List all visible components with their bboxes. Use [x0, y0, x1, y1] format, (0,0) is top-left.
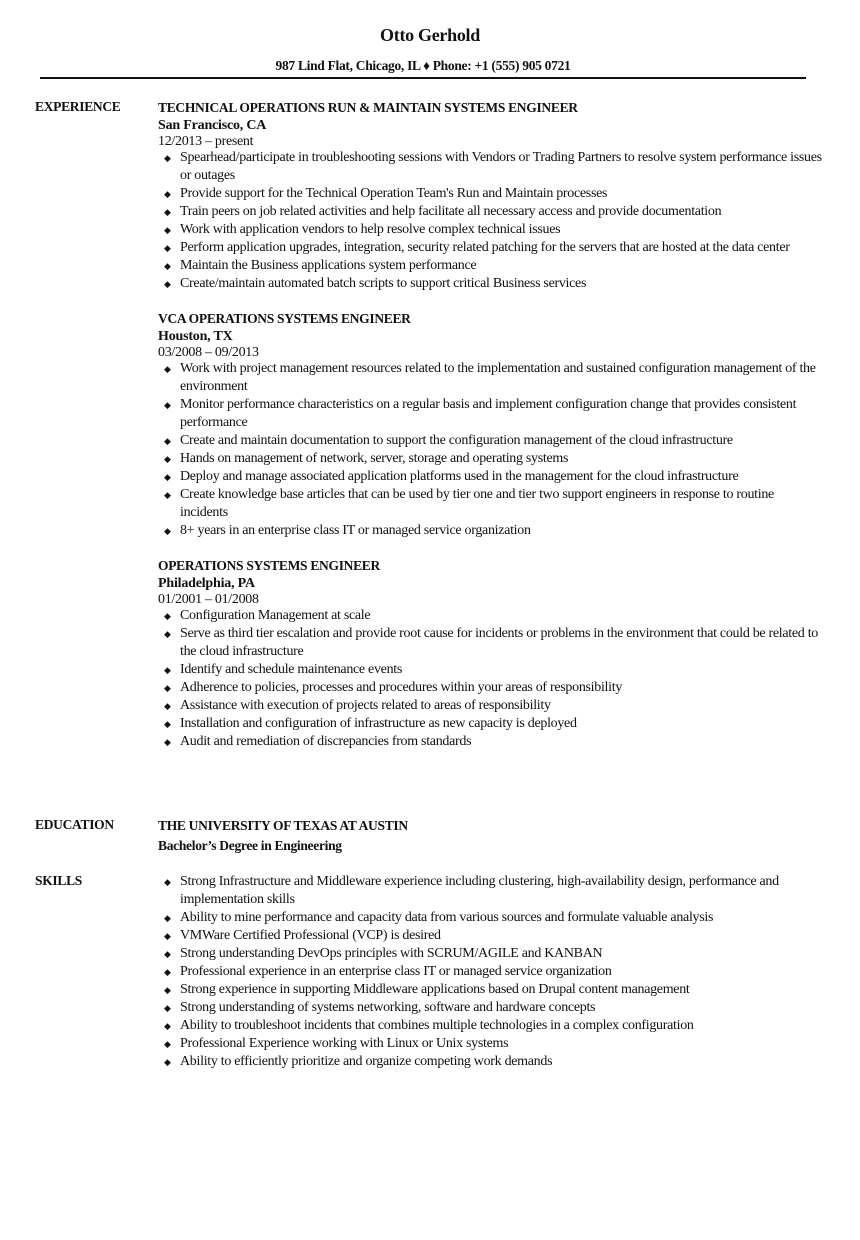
skills-list [158, 873, 823, 1071]
bullet-icon: ◆ [164, 877, 171, 887]
bullet-icon: ◆ [164, 364, 171, 374]
list-item: ◆ Hands on management of network, server, storage and operating systems [158, 450, 823, 468]
list-item: ◆ Ability to troubleshoot incidents that combines multiple technologies in a complex configuration [158, 1017, 823, 1035]
list-item: ◆ Train peers on job related activities and help facilitate all necessary access and provide documentation [158, 203, 823, 221]
section-label-experience: EXPERIENCE [35, 99, 121, 114]
list-item: ◆ Work with project management resources related to the implementation and sustained configuration management of the environment [164, 361, 816, 394]
candidate-name: Otto Gerhold [380, 25, 480, 45]
bullet-icon: ◆ [164, 931, 171, 941]
job-entry [158, 99, 823, 293]
bullet-icon: ◆ [164, 665, 171, 675]
bullet-icon: ◆ [164, 1057, 171, 1067]
bullet-icon: ◆ [164, 949, 171, 959]
list-item: ◆ VMWare Certified Professional (VCP) is desired [158, 927, 823, 945]
bullet-icon: ◆ [164, 454, 171, 464]
bullet-icon: ◆ [164, 225, 171, 235]
bullet-icon: ◆ [164, 719, 171, 729]
bullet-icon: ◆ [164, 611, 171, 621]
job-dates: 01/2001 – 01/2008 [158, 592, 259, 607]
bullet-icon: ◆ [164, 490, 171, 500]
list-item: ◆ Assistance with execution of projects related to areas of responsibility [158, 697, 823, 715]
bullet-icon: ◆ [164, 526, 171, 536]
job-bullets [158, 360, 823, 540]
bullet-icon: ◆ [164, 737, 171, 747]
list-item: ◆ Strong understanding DevOps principles with SCRUM/AGILE and KANBAN [158, 945, 823, 963]
list-item: ◆ Perform application upgrades, integration, security related patching for the servers that are hosted at the data center [158, 239, 823, 257]
bullet-icon: ◆ [164, 1021, 171, 1031]
bullet-icon: ◆ [164, 400, 171, 410]
bullet-icon: ◆ [164, 683, 171, 693]
job-location: San Francisco, CA [158, 118, 267, 133]
degree: Bachelor’s Degree in Engineering [158, 838, 342, 853]
list-item: ◆ Create/maintain automated batch scripts to support critical Business services [158, 275, 823, 293]
job-title: VCA OPERATIONS SYSTEMS ENGINEER [158, 311, 411, 326]
list-item: ◆ Audit and remediation of discrepancies from standards [158, 733, 823, 751]
list-item: ◆ Create and maintain documentation to support the configuration management of the cloud infrastructure [158, 432, 823, 450]
section-label-skills: SKILLS [35, 873, 82, 888]
list-item: ◆ 8+ years in an enterprise class IT or managed service organization [158, 522, 823, 540]
bullet-icon: ◆ [164, 967, 171, 977]
bullet-icon: ◆ [164, 985, 171, 995]
job-location: Houston, TX [158, 329, 233, 344]
job-dates: 12/2013 – present [158, 134, 254, 149]
list-item: ◆ Strong understanding of systems networking, software and hardware concepts [158, 999, 823, 1017]
list-item: ◆ Ability to mine performance and capacity data from various sources and formulate valuable analysis [158, 909, 823, 927]
list-item: ◆ Create knowledge base articles that can be used by tier one and tier two support engineers in response to routine incidents [164, 487, 774, 520]
bullet-icon: ◆ [164, 279, 171, 289]
list-item: ◆ Installation and configuration of infrastructure as new capacity is deployed [158, 715, 823, 733]
bullet-icon: ◆ [164, 189, 171, 199]
list-item: ◆ Ability to efficiently prioritize and organize competing work demands [158, 1053, 823, 1071]
list-item: ◆ Strong Infrastructure and Middleware experience including clustering, high-availability design, performance and implementation skills [164, 874, 779, 907]
list-item: ◆ Provide support for the Technical Operation Team's Run and Maintain processes [158, 185, 823, 203]
list-item: ◆ Deploy and manage associated application platforms used in the management for the cloud infrastructure [158, 468, 823, 486]
job-title: TECHNICAL OPERATIONS RUN & MAINTAIN SYSTEMS ENGINEER [158, 100, 578, 115]
list-item: ◆ Identify and schedule maintenance events [158, 661, 823, 679]
list-item: ◆ Work with application vendors to help resolve complex technical issues [158, 221, 823, 239]
job-bullets [158, 607, 823, 751]
bullet-icon: ◆ [164, 629, 171, 639]
section-label-education: EDUCATION [35, 817, 114, 832]
list-item: ◆ Monitor performance characteristics on a regular basis and implement configuration change that provides consistent performance [164, 397, 797, 430]
bullet-icon: ◆ [164, 261, 171, 271]
header-divider [40, 77, 806, 79]
job-location: Philadelphia, PA [158, 576, 255, 591]
bullet-icon: ◆ [164, 913, 171, 923]
job-dates: 03/2008 – 09/2013 [158, 345, 259, 360]
list-item: ◆ Professional Experience working with Linux or Unix systems [158, 1035, 823, 1053]
school-name: THE UNIVERSITY OF TEXAS AT AUSTIN [158, 818, 408, 833]
bullet-icon: ◆ [164, 1003, 171, 1013]
contact-line: 987 Lind Flat, Chicago, IL ♦ Phone: +1 (555) 905 0721 [275, 58, 571, 73]
job-entry [158, 557, 823, 751]
education-body [158, 817, 823, 857]
list-item: ◆ Professional experience in an enterprise class IT or managed service organization [158, 963, 823, 981]
list-item: ◆ Serve as third tier escalation and provide root cause for incidents or problems in the environment that could be related to the cloud infrastructure [164, 626, 818, 659]
bullet-icon: ◆ [164, 472, 171, 482]
bullet-icon: ◆ [164, 1039, 171, 1049]
bullet-icon: ◆ [164, 207, 171, 217]
job-bullets [158, 149, 823, 293]
bullet-icon: ◆ [164, 701, 171, 711]
bullet-icon: ◆ [164, 243, 171, 253]
bullet-icon: ◆ [164, 153, 171, 163]
job-title: OPERATIONS SYSTEMS ENGINEER [158, 558, 380, 573]
list-item: ◆ Strong experience in supporting Middleware applications based on Drupal content management [158, 981, 823, 999]
list-item: ◆ Configuration Management at scale [158, 607, 823, 625]
list-item: ◆ Spearhead/participate in troubleshooting sessions with Vendors or Trading Partners to resolve system performance issues or outages [164, 150, 822, 183]
experience-list [158, 99, 823, 768]
list-item: ◆ Maintain the Business applications system performance [158, 257, 823, 275]
skills-body [158, 873, 823, 1071]
list-item: ◆ Adherence to policies, processes and procedures within your areas of responsibility [158, 679, 823, 697]
bullet-icon: ◆ [164, 436, 171, 446]
job-entry [158, 310, 823, 540]
